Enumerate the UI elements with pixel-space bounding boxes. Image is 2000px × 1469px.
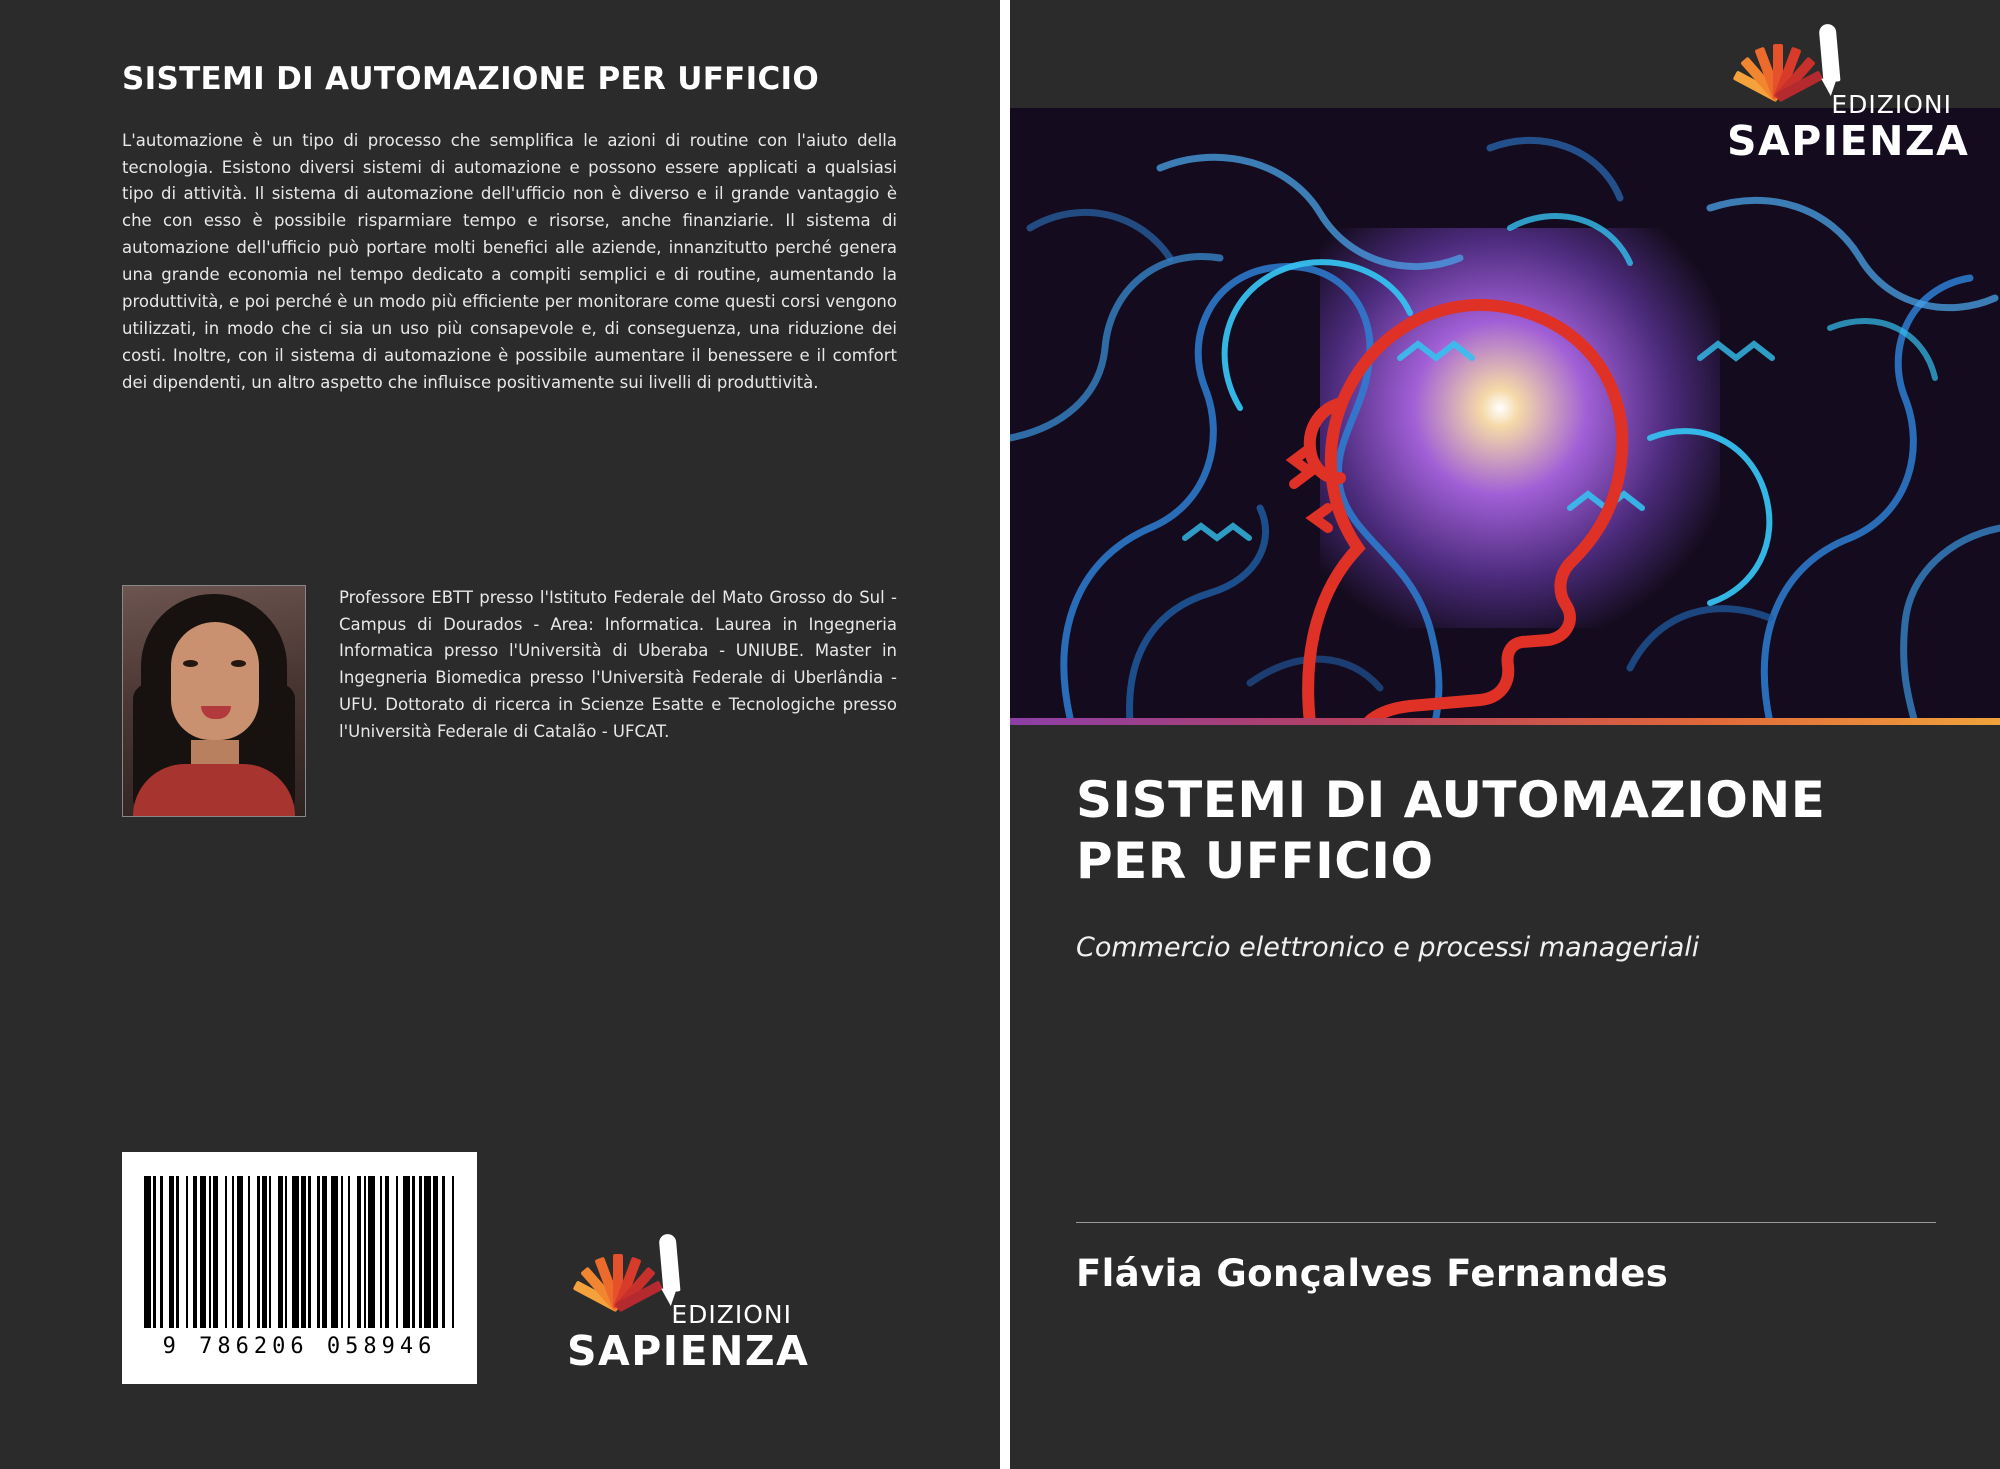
isbn-number: 9 786206 058946 xyxy=(162,1334,437,1359)
publisher-logo-mark-front xyxy=(1727,28,1952,98)
quill-pen-icon xyxy=(655,1234,685,1308)
publisher-name-line1: EDIZIONI xyxy=(671,1300,792,1329)
back-cover-title: SISTEMI DI AUTOMAZIONE PER UFFICIO xyxy=(122,61,820,97)
front-cover-title: SISTEMI DI AUTOMAZIONE PER UFFICIO xyxy=(1076,771,1826,890)
publisher-logo-back xyxy=(567,1238,810,1375)
front-cover-text-block xyxy=(1076,770,1936,965)
head-profile-network-illustration xyxy=(1010,108,2000,723)
publisher-logo-mark xyxy=(567,1238,792,1308)
barcode-bars xyxy=(144,1176,456,1328)
cover-artwork xyxy=(1010,108,2000,723)
accent-divider-bar xyxy=(1010,718,2000,725)
author-bio: Professore EBTT presso l'Istituto Federale del Mato Grosso do Sul - Campus di Dourados - Area: Informatica. Laurea in Ingegneria Informatica presso l'Università di Uberaba - UNIUBE. Master in Ingegneria Biomedica presso l'Università Federale di Uberlândia - UFU. Dottorato di ricerca in Scienze Esatte e Tecnologiche presso l'Università Federale di Catalão - UFCAT. xyxy=(339,588,897,741)
front-cover-author: Flávia Gonçalves Fernandes xyxy=(1076,1252,1669,1295)
front-cover-subtitle: Commercio elettronico e processi manageriali xyxy=(1076,932,1700,963)
author-block xyxy=(122,585,897,817)
fan-icon xyxy=(567,1242,659,1308)
publisher-name-line2: SAPIENZA xyxy=(567,1327,810,1375)
back-cover-text-block xyxy=(122,60,897,397)
front-cover xyxy=(1010,0,2000,1469)
spine-gap xyxy=(1000,0,1010,1469)
publisher-name-line1: EDIZIONI xyxy=(1831,90,1952,119)
publisher-logo-front xyxy=(1727,28,1970,165)
fan-icon xyxy=(1727,32,1819,98)
quill-pen-icon xyxy=(1815,24,1845,98)
back-cover-footer xyxy=(122,1152,897,1384)
author-divider xyxy=(1076,1222,1936,1223)
isbn-barcode xyxy=(122,1152,477,1384)
author-photo xyxy=(122,585,306,817)
back-cover-description: L'automazione è un tipo di processo che semplifica le azioni di routine con l'aiuto della tecnologia. Esistono diversi sistemi di automazione e possono essere applicati a qualsiasi tipo di attività. Il sistema di automazione dell'ufficio non è diverso e il grande vantaggio è che con esso è possibile risparmiare tempo e risorse, anche finanziarie. Il sistema di automazione dell'ufficio può portare molti benefici alle aziende, innanzitutto perché genera una grande economia nel tempo dedicato a compiti semplici e di routine, aumentando la produttività, e poi perché è un modo più efficiente per monitorare come questi corsi vengono utilizzati, in modo che ci sia un uso più consapevole e, di conseguenza, una riduzione dei costi. Inoltre, con il sistema di automazione è possibile aumentare il benessere e il comfort dei dipendenti, un altro aspetto che influisce positivamente sui livelli di produttività. xyxy=(122,130,897,392)
publisher-name-line2: SAPIENZA xyxy=(1727,117,1970,165)
